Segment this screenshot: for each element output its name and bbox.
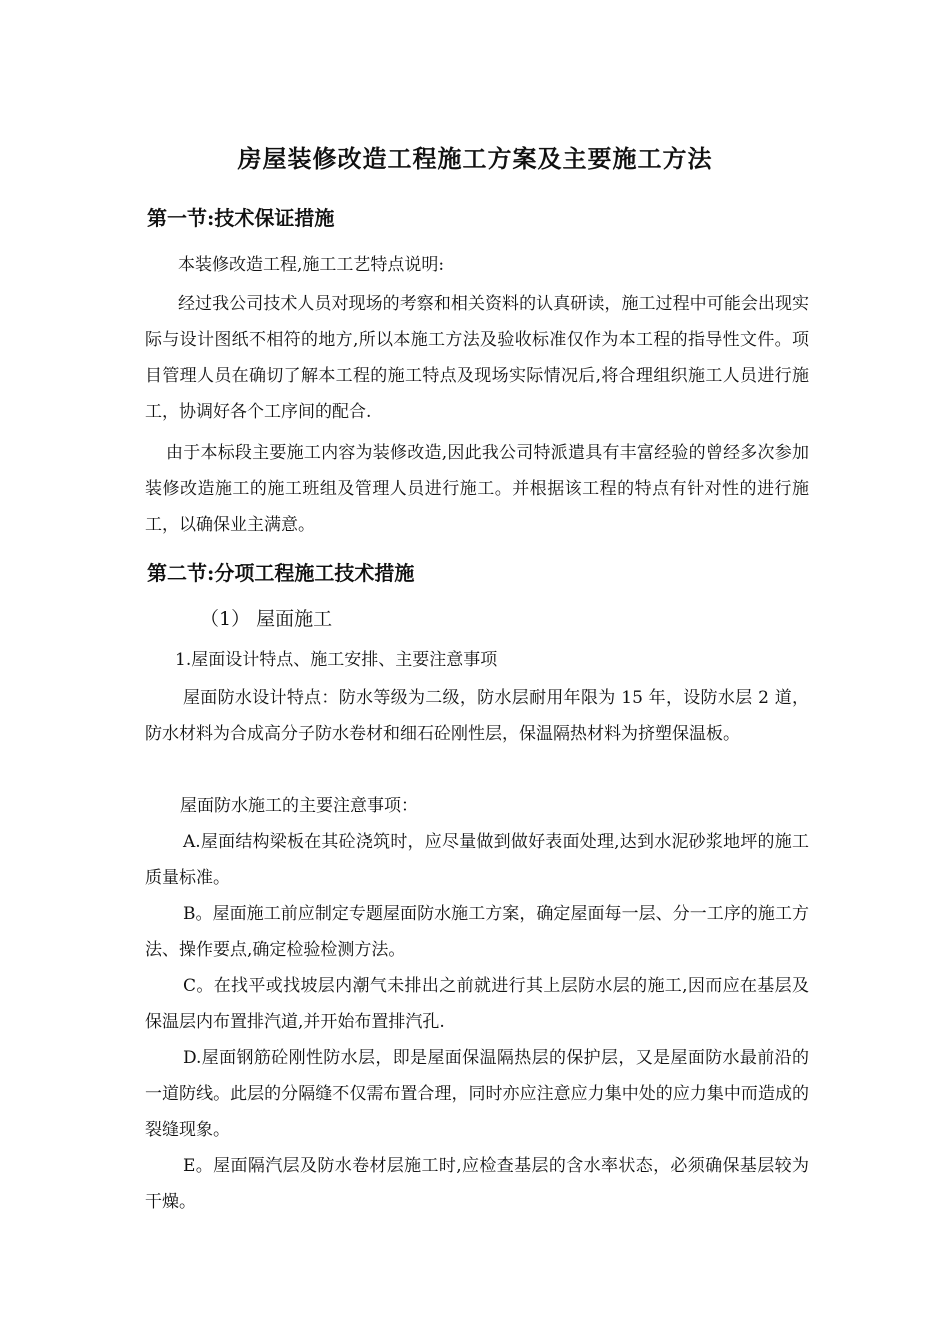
roof-note-a: A.屋面结构梁板在其砼浇筑时，应尽量做到做好表面处理,达到水泥砂浆地坪的施工质量标准。 [145,832,809,888]
roof-note-b: B。屋面施工前应制定专题屋面防水施工方案，确定屋面每一层、分一工序的施工方法、操作要点,确定检验检测方法。 [145,904,809,960]
roof-note-e: E。屋面隔汽层及防水卷材层施工时,应检查基层的含水率状态，必须确保基层较为干燥。 [145,1156,809,1212]
section-1-heading: 第一节:技术保证措施 [147,206,335,230]
section-2-heading: 第二节:分项工程施工技术措施 [147,561,415,585]
roof-note-c: C。在找平或找坡层内潮气未排出之前就进行其上层防水层的施工,因而应在基层及保温层内布置排汽道,并开始布置排汽孔. [145,976,809,1032]
item-1-heading: 1.屋面设计特点、施工安排、主要注意事项 [175,650,498,670]
roof-design-paragraph: 屋面防水设计特点：防水等级为二级，防水层耐用年限为 15 年，设防水层 2 道，防水材料为合成高分子防水卷材和细石砼刚性层，保温隔热材料为挤塑保温板。 [145,688,809,744]
section-1-intro: 本装修改造工程,施工工艺特点说明: [178,255,445,275]
section-1-paragraph-1: 经过我公司技术人员对现场的考察和相关资料的认真研读，施工过程中可能会出现实际与设计图纸不相符的地方,所以本施工方法及验收标准仅作为本工程的指导性文件。项目管理人员在确切了解本工程的施工特点及现场实际情况后,将合理组织施工人员进行施工，协调好各个工序间的配合. [145,294,809,422]
roof-notes-title: 屋面防水施工的主要注意事项： [180,796,418,816]
section-1-paragraph-2: 由于本标段主要施工内容为装修改造,因此我公司特派遣具有丰富经验的曾经多次参加装修改造施工的施工班组及管理人员进行施工。并根据该工程的特点有针对性的进行施工，以确保业主满意。 [145,443,809,535]
roof-note-d: D.屋面钢筋砼刚性防水层，即是屋面保温隔热层的保护层，又是屋面防水最前沿的一道防线。此层的分隔缝不仅需布置合理，同时亦应注意应力集中处的应力集中而造成的裂缝现象。 [145,1048,809,1140]
subsection-roof-heading: （1） 屋面施工 [200,608,333,630]
document-title: 房屋装修改造工程施工方案及主要施工方法 [237,144,713,173]
